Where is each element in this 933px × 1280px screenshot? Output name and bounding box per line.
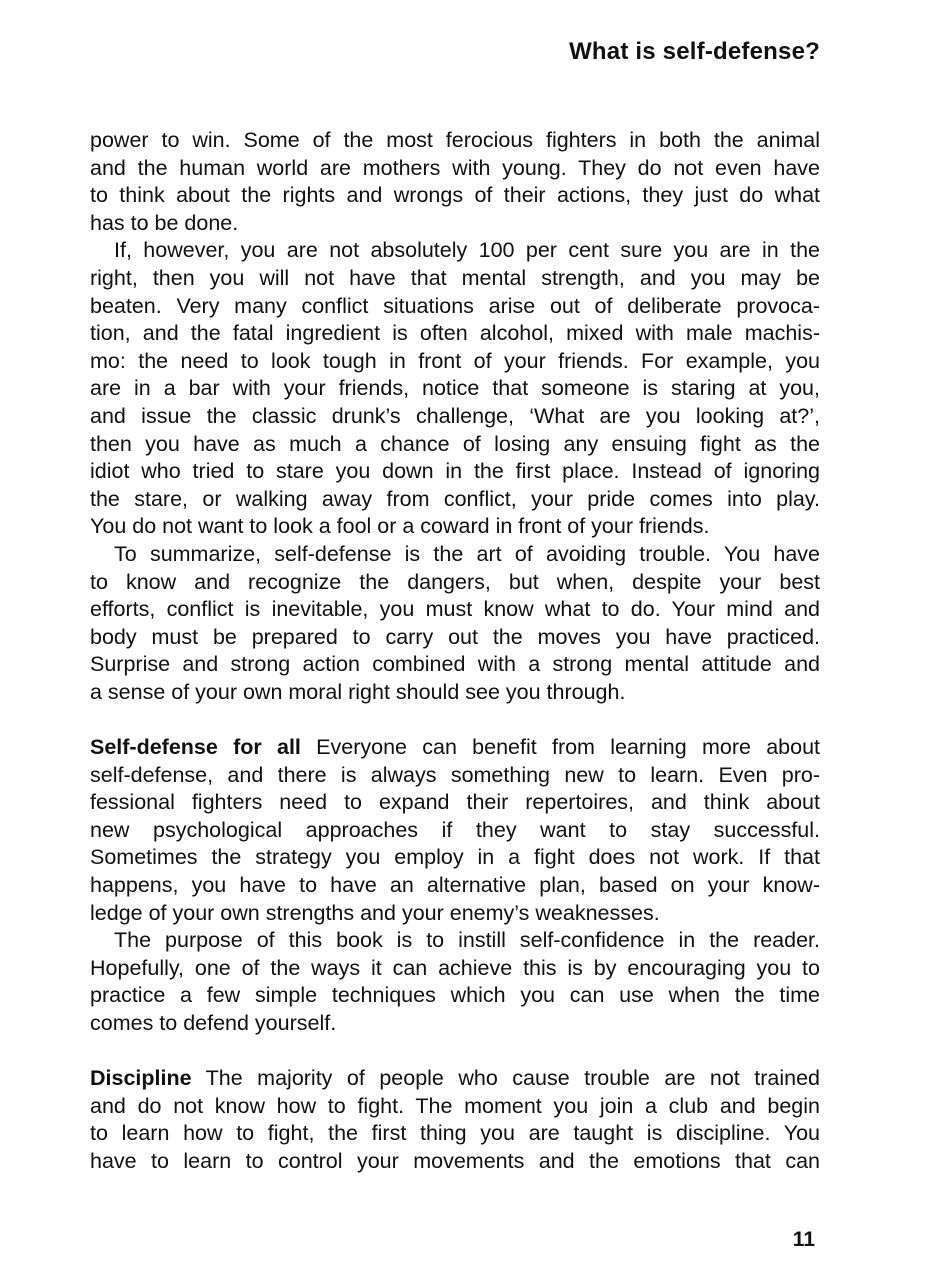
text-line: idiot who tried to stare you down in the first place. Instead of ignoring <box>90 459 820 484</box>
text-line: self-defense, and there is always something new to learn. Even pro- <box>90 762 820 787</box>
text-line: mo: the need to look tough in front of your friends. For example, you <box>90 348 820 373</box>
text-line: and do not know how to fight. The moment you join a club and begin <box>90 1093 820 1118</box>
text-line: fessional fighters need to expand their repertoires, and think about <box>90 790 820 815</box>
text-line: and issue the classic drunk’s challenge, ‘What are you looking at?’, <box>90 403 820 428</box>
text-line: ledge of your own strengths and your enemy’s weaknesses. <box>90 900 660 925</box>
text-line: To summarize, self-defense is the art of avoiding trouble. You have <box>114 541 820 566</box>
text-line: new psychological approaches if they want to stay successful. <box>90 817 820 842</box>
running-head: What is self-defense? <box>569 38 820 65</box>
text-line: a sense of your own moral right should see you through. <box>90 679 626 704</box>
text-line: the stare, or walking away from conflict, your pride comes into play. <box>90 486 820 511</box>
text-line: practice a few simple techniques which you can use when the time <box>90 983 820 1008</box>
text-line: Hopefully, one of the ways it can achieve this is by encouraging you to <box>90 955 820 980</box>
text-line: body must be prepared to carry out the moves you have practiced. <box>90 624 820 649</box>
text-line: to think about the rights and wrongs of their actions, they just do what <box>90 183 820 208</box>
body-text <box>90 127 820 1176</box>
section-discipline <box>90 1065 820 1175</box>
text-line: have to learn to control your movements and the emotions that can <box>90 1148 820 1173</box>
text-line: happens, you have to have an alternative plan, based on your know- <box>90 873 820 898</box>
page-number: 11 <box>792 1228 815 1251</box>
text-line: Surprise and strong action combined with a strong mental attitude and <box>90 652 820 677</box>
text-line: If, however, you are not absolutely 100 per cent sure you are in the <box>114 238 820 263</box>
section-heading: Discipline <box>90 1066 192 1091</box>
text-line: efforts, conflict is inevitable, you must know what to do. Your mind and <box>90 597 820 622</box>
text-line: right, then you will not have that mental strength, and you may be <box>90 265 820 290</box>
text-line: Sometimes the strategy you employ in a fight does not work. If that <box>90 845 820 870</box>
text-line: are in a bar with your friends, notice that someone is staring at you, <box>90 376 820 401</box>
text-line: to know and recognize the dangers, but when, despite your best <box>90 569 820 594</box>
paragraph-continuation <box>90 127 820 237</box>
section-first-line-text: The majority of people who cause trouble are not trained <box>191 1066 820 1091</box>
section-heading: Self-defense for all <box>90 735 301 760</box>
section-first-line <box>90 1065 820 1093</box>
text-line: to learn how to fight, the first thing you are taught is discipline. You <box>90 1121 820 1146</box>
text-line: power to win. Some of the most ferocious fighters in both the animal <box>90 128 820 152</box>
text-line: has to be done. <box>90 210 239 235</box>
paragraph-summary <box>90 541 820 707</box>
text-line: then you have as much a chance of losing any ensuing fight as the <box>90 431 820 456</box>
paragraph-purpose <box>90 927 820 1037</box>
text-line: The purpose of this book is to instill self-confidence in the reader. <box>114 928 820 953</box>
section-first-line <box>90 734 820 762</box>
section-first-line-text: Everyone can benefit from learning more about <box>300 735 820 760</box>
text-line: beaten. Very many conflict situations arise out of deliberate provoca- <box>90 293 820 318</box>
text-line: and the human world are mothers with young. They do not even have <box>90 155 820 180</box>
text-line: comes to defend yourself. <box>90 1011 337 1035</box>
text-line: tion, and the fatal ingredient is often alcohol, mixed with male machis- <box>90 321 820 346</box>
section-self-defense-for-all <box>90 734 820 927</box>
paragraph-mental-strength <box>90 237 820 541</box>
text-line: You do not want to look a fool or a coward in front of your friends. <box>90 514 710 539</box>
